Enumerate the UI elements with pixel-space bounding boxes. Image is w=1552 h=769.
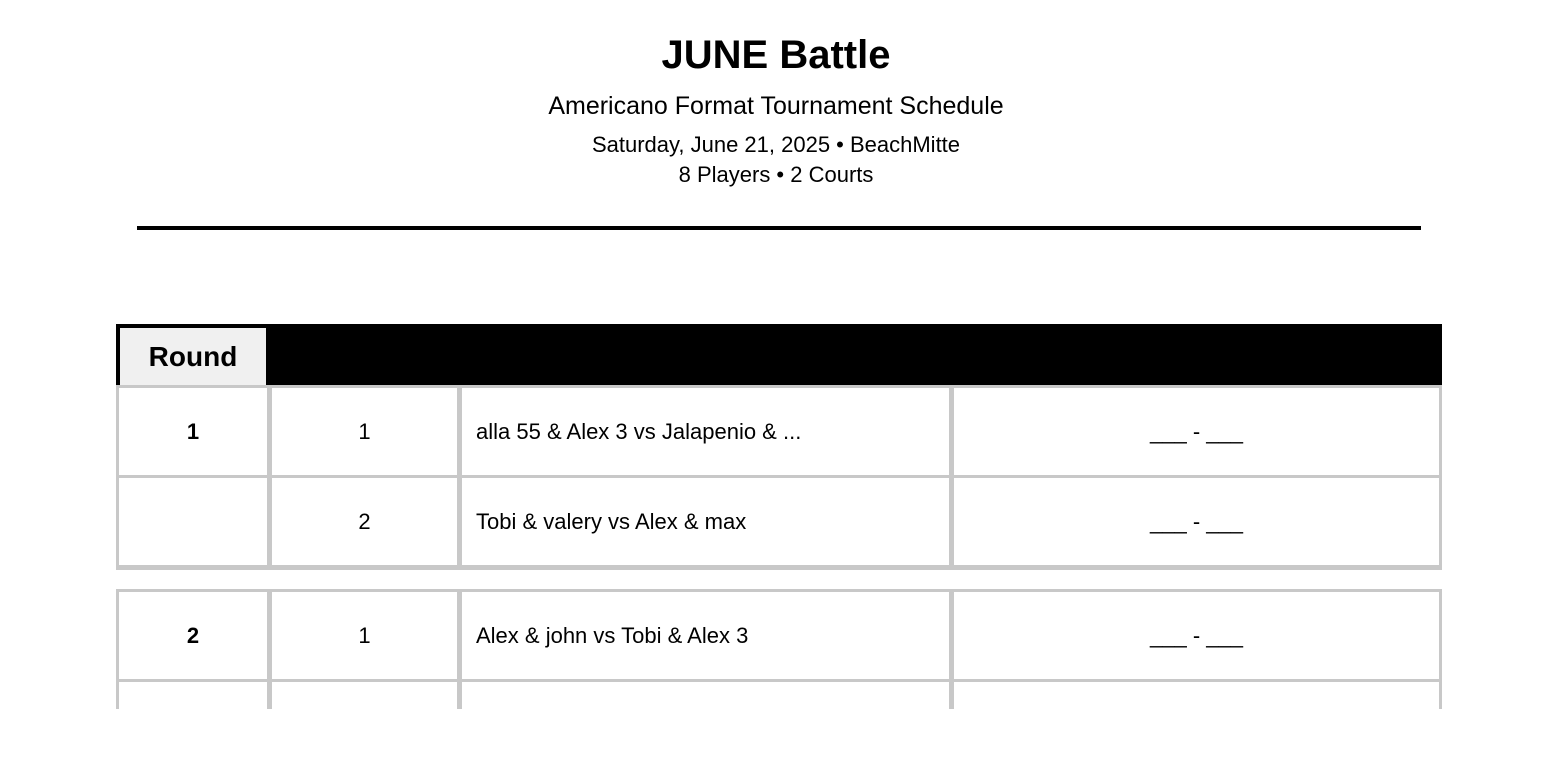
- score-field: ___ - ___: [954, 592, 1439, 679]
- court-number: 2: [272, 478, 457, 565]
- court-number: 1: [272, 388, 457, 475]
- page-subtitle: Americano Format Tournament Schedule: [548, 92, 1004, 120]
- round-group-1: [116, 385, 1442, 570]
- round-number: 1: [119, 388, 267, 475]
- table-header: [116, 324, 1442, 385]
- page-title: JUNE Battle: [661, 33, 891, 77]
- round-cell: [119, 682, 267, 769]
- round-number-empty: [119, 478, 267, 565]
- event-date-venue: Saturday, June 21, 2025 • BeachMitte: [591, 132, 961, 157]
- match-pairing: Tobi & valery vs Alex & max: [462, 478, 949, 565]
- event-players-courts: 8 Players • 2 Courts: [678, 162, 874, 187]
- column-header-round: Round: [120, 328, 266, 385]
- header-divider: [137, 226, 1421, 230]
- round-number: 2: [119, 592, 267, 679]
- match-pairing: Alex & john vs Tobi & Alex 3: [462, 592, 949, 679]
- round-group-2: [116, 589, 1442, 709]
- match-cell: [462, 682, 949, 769]
- score-field: ___ - ___: [954, 388, 1439, 475]
- score-cell: [954, 682, 1439, 769]
- court-cell: [272, 682, 457, 769]
- court-number: 1: [272, 592, 457, 679]
- match-pairing: alla 55 & Alex 3 vs Jalapenio & ...: [462, 388, 949, 475]
- score-field: ___ - ___: [954, 478, 1439, 565]
